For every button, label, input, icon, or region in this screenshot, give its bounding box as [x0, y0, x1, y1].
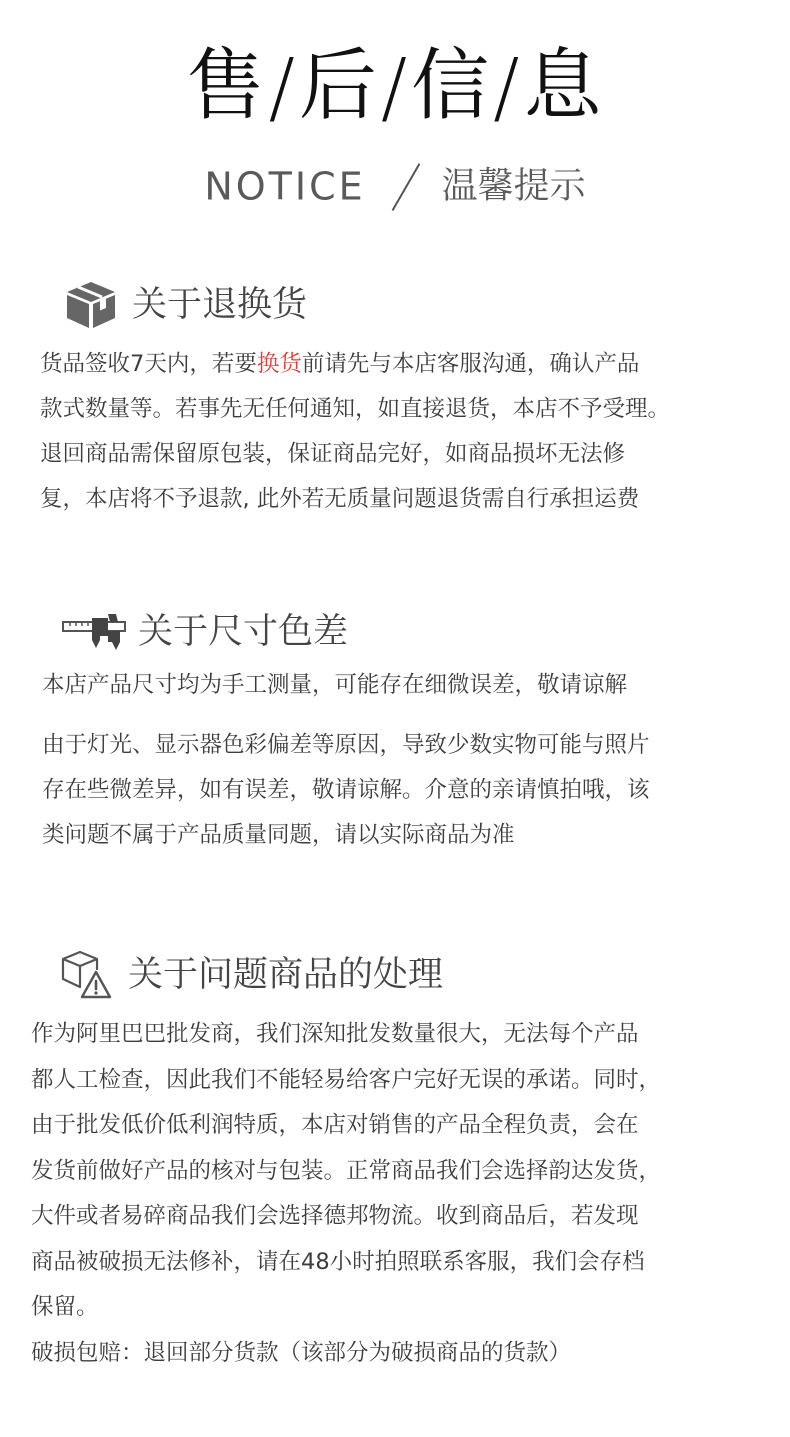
text-line: 复，本店将不予退款, 此外若无质量问题退货需自行承担运费	[40, 486, 640, 512]
text-line: 作为阿里巴巴批发商，我们深知批发数量很大，无法每个产品	[31, 1021, 639, 1047]
section-heading-text: 关于退换货	[132, 285, 308, 325]
package-box-icon	[64, 280, 118, 330]
size-paragraph-2	[42, 723, 650, 858]
subtitle	[0, 160, 790, 213]
page-title	[0, 38, 790, 134]
text-line: 由于批发低价低利润特质，本店对销售的产品全程负责，会在	[31, 1112, 639, 1138]
text-line: 存在些微差异，如有误差，敬请谅解。介意的亲请慎拍哦，该	[42, 777, 650, 803]
text-line: 发货前做好产品的核对与包装。正常商品我们会选择韵达发货，	[31, 1157, 662, 1184]
box-warning-icon	[60, 950, 112, 1000]
section-heading-text: 关于尺寸色差	[138, 612, 349, 652]
text-line: 保留。	[31, 1294, 99, 1320]
title-separator: /	[268, 43, 297, 133]
size-paragraph-1	[42, 666, 627, 704]
text-line: 本店产品尺寸均为手工测量，可能存在细微误差，敬请谅解	[42, 672, 628, 698]
subtitle-divider	[392, 162, 420, 212]
title-char: 信	[411, 41, 492, 131]
title-char: 售	[186, 41, 267, 131]
section-heading-text: 关于问题商品的处理	[128, 955, 444, 995]
text-line: 商品被破损无法修补，请在48小时拍照联系客服，我们会存档	[31, 1248, 645, 1275]
text-line: 类问题不属于产品质量同题，请以实际商品为准	[42, 822, 515, 848]
title-separator: /	[493, 43, 522, 133]
section-heading-size	[62, 610, 348, 654]
subtitle-english: NOTICE	[204, 164, 366, 209]
returns-paragraph	[40, 342, 670, 522]
text-run: 前请先与本店客服沟通，确认产品	[301, 351, 640, 377]
text-line	[40, 351, 639, 377]
text-line: 大件或者易碎商品我们会选择德邦物流。收到商品后，若发现	[31, 1203, 639, 1229]
vernier-caliper-icon	[62, 612, 126, 652]
title-char: 息	[523, 41, 604, 131]
title-char: 后	[298, 41, 379, 131]
text-run: 货品签收7天内，若要	[40, 351, 257, 377]
section-heading-returns	[64, 280, 307, 330]
highlight-text: 换货	[256, 351, 302, 377]
title-separator: /	[380, 43, 410, 133]
text-line: 由于灯光、显示器色彩偏差等原因，导致少数实物可能与照片	[42, 732, 650, 758]
problem-paragraph	[31, 1012, 661, 1376]
text-line: 退回商品需保留原包装，保证商品完好，如商品损坏无法修	[40, 441, 626, 467]
subtitle-chinese: 温馨提示	[441, 165, 586, 207]
text-line: 都人工检查，因此我们不能轻易给客户完好无误的承诺。同时，	[31, 1066, 662, 1093]
section-heading-problem	[60, 950, 443, 1000]
text-line: 破损包赔：退回部分货款（该部分为破损商品的货款）	[31, 1339, 572, 1366]
text-line: 款式数量等。若事先无任何通知，如直接退货，本店不予受理。	[40, 396, 671, 422]
